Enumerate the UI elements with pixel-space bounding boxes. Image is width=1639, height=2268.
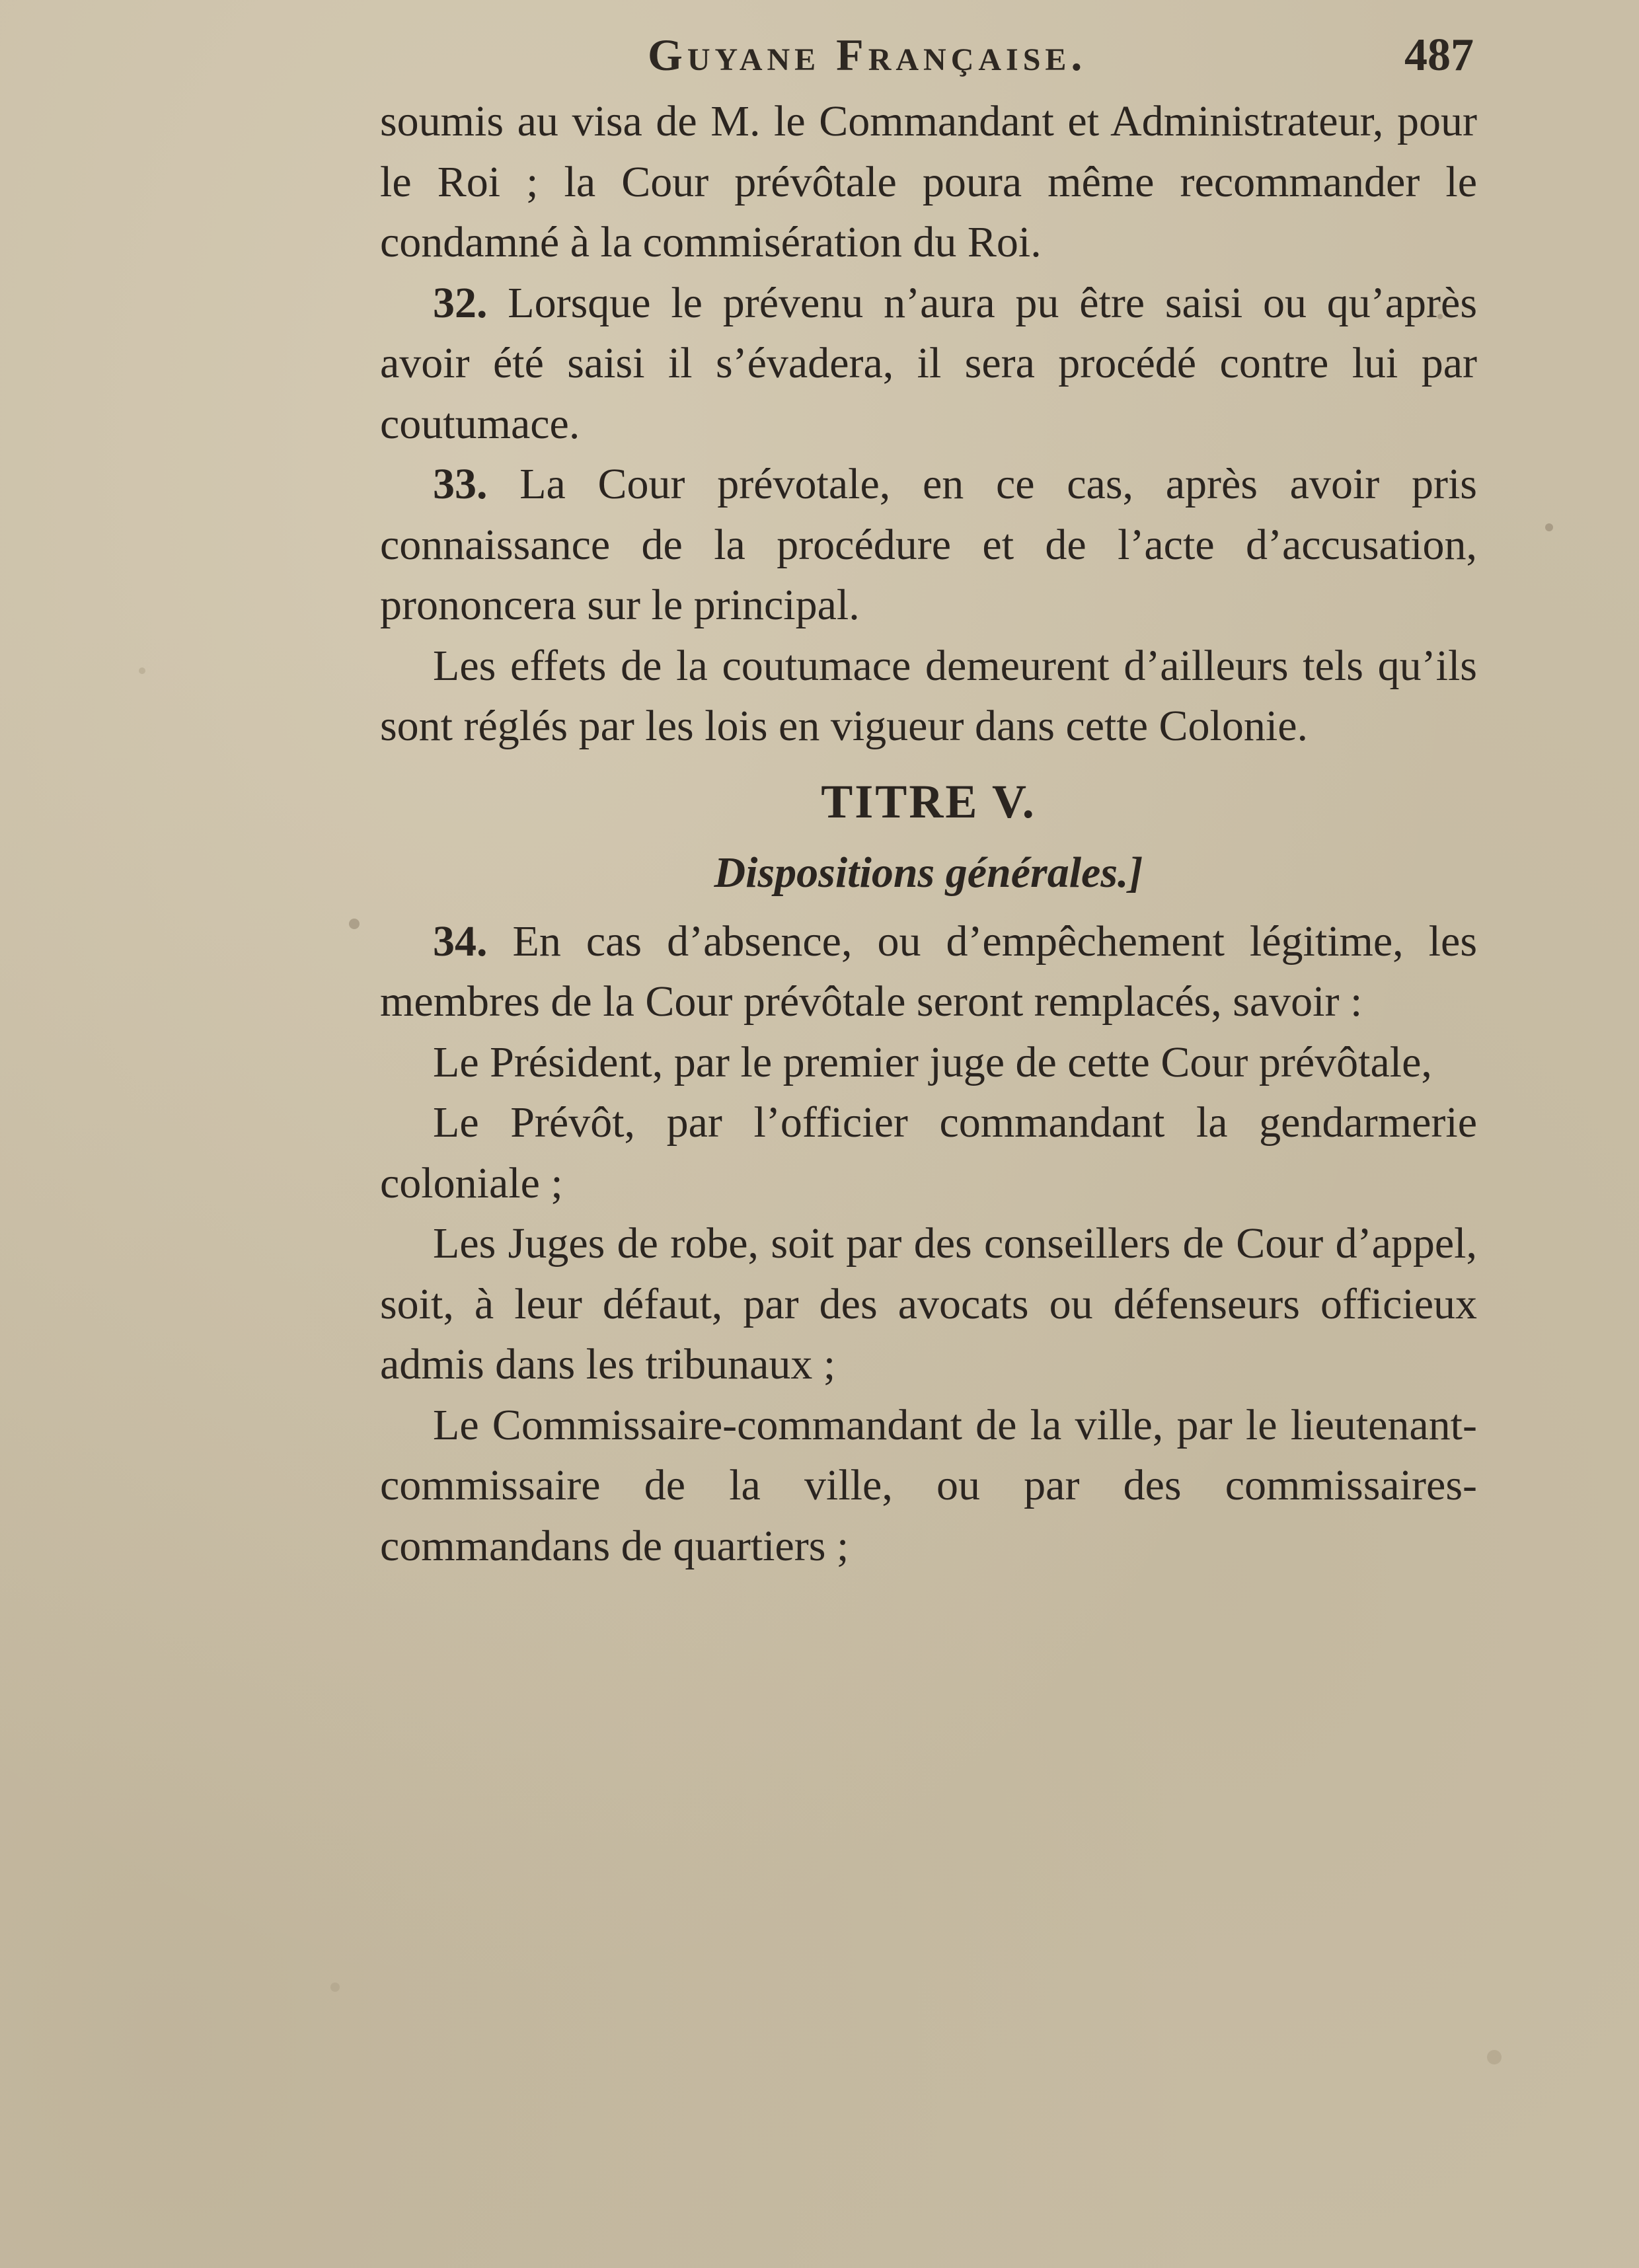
article-32 — [380, 273, 1477, 455]
article-number: 34. — [433, 917, 488, 965]
paper-speck — [1437, 314, 1443, 319]
running-head — [648, 29, 1480, 85]
paragraph-text: Le Président, par le premier juge de cette Cour prévôtale, — [433, 1038, 1432, 1086]
running-title: Guyane Française. — [648, 30, 1087, 80]
paragraph-text: soumis au visa de M. le Commandant et Administrateur, pour le Roi ; la Cour prévôtale poura même recommander le condamné à la commisération du Roi. — [380, 97, 1477, 266]
article-text: La Cour prévotale, en ce cas, après avoir pris connaissance de la procédure et de l’acte d’accusation, prononcera sur le principal. — [380, 460, 1477, 629]
paragraph-text: Les effets de la coutumace demeurent d’ailleurs tels qu’ils sont réglés par les lois en vigueur dans cette Colonie. — [380, 641, 1477, 750]
page-number: 487 — [1404, 30, 1474, 81]
paper-speck — [349, 919, 360, 929]
article-33 — [380, 454, 1477, 636]
paper-speck — [330, 1983, 340, 1992]
body-text — [380, 91, 1477, 1576]
paper-speck — [139, 667, 145, 674]
article-34 — [380, 911, 1477, 1032]
section-subtitle: Dispositions générales.] — [714, 848, 1143, 897]
paragraph-commissaire — [380, 1395, 1477, 1577]
article-number: 33. — [433, 460, 488, 508]
paragraph-text: Le Prévôt, par l’officier commandant la gendarmerie coloniale ; — [380, 1098, 1477, 1207]
paragraph-text: Les Juges de robe, soit par des conseillers de Cour d’appel, soit, à leur défaut, par des avocats ou défenseurs officieux admis dans les tribunaux ; — [380, 1219, 1477, 1388]
article-number: 32. — [433, 278, 488, 327]
paragraph-text: Le Commissaire-commandant de la ville, par le lieutenant-commissaire de la ville, ou par des commissaires-commandans de quartiers ; — [380, 1400, 1477, 1570]
paragraph-coutumace — [380, 636, 1477, 757]
article-text: Lorsque le prévenu n’aura pu être saisi ou qu’après avoir été saisi il s’évadera, il sera procédé contre lui par coutumace. — [380, 278, 1478, 448]
paper-speck — [1487, 2050, 1502, 2064]
article-text: En cas d’absence, ou d’empêchement légitime, les membres de la Cour prévôtale seront remplacés, savoir : — [380, 917, 1478, 1026]
paragraph-president — [380, 1032, 1477, 1093]
paragraph-prevot — [380, 1092, 1477, 1213]
section-title: TITRE V. — [821, 775, 1036, 828]
paper-speck — [1545, 523, 1553, 531]
paragraph-continuation — [380, 91, 1477, 273]
paragraph-juges — [380, 1213, 1477, 1395]
